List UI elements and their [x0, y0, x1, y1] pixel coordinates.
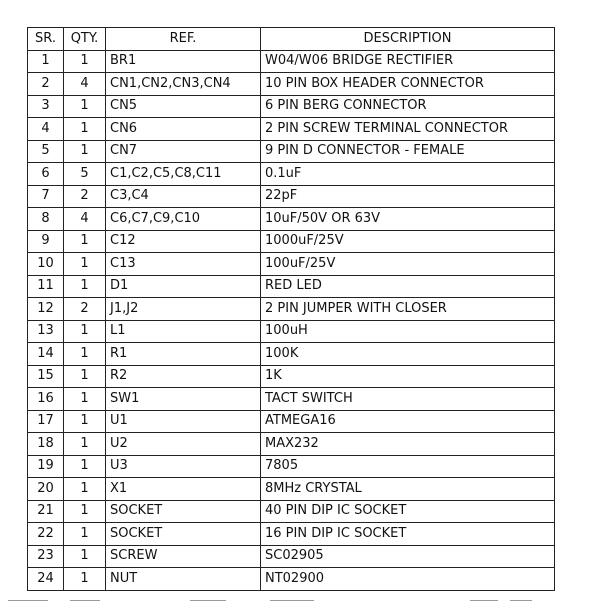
- cell-qty: 1: [64, 118, 106, 141]
- table-row: [28, 388, 555, 411]
- cell-ref: CN5: [106, 95, 261, 118]
- cell-sr: 2: [28, 73, 64, 96]
- cell-ref: CN7: [106, 140, 261, 163]
- table-row: [28, 140, 555, 163]
- cell-ref: CN6: [106, 118, 261, 141]
- cell-ref: SOCKET: [106, 500, 261, 523]
- cell-description: 0.1uF: [261, 163, 555, 186]
- cell-sr: 1: [28, 50, 64, 73]
- cell-sr: 18: [28, 433, 64, 456]
- cell-ref: CN1,CN2,CN3,CN4: [106, 73, 261, 96]
- table-row: [28, 50, 555, 73]
- cell-ref: L1: [106, 320, 261, 343]
- table-row: [28, 545, 555, 568]
- cell-description: 2 PIN SCREW TERMINAL CONNECTOR: [261, 118, 555, 141]
- cell-description: 1K: [261, 365, 555, 388]
- bill-of-materials-table: [27, 27, 555, 591]
- cell-description: TACT SWITCH: [261, 388, 555, 411]
- cell-description: 7805: [261, 455, 555, 478]
- cell-qty: 1: [64, 410, 106, 433]
- cell-ref: C13: [106, 253, 261, 276]
- cell-qty: 2: [64, 298, 106, 321]
- table-row: [28, 95, 555, 118]
- cell-description: 6 PIN BERG CONNECTOR: [261, 95, 555, 118]
- cell-sr: 4: [28, 118, 64, 141]
- cell-sr: 14: [28, 343, 64, 366]
- cell-ref: SW1: [106, 388, 261, 411]
- cell-sr: 16: [28, 388, 64, 411]
- table-row: [28, 298, 555, 321]
- cell-ref: SOCKET: [106, 523, 261, 546]
- cell-ref: NUT: [106, 568, 261, 591]
- cell-qty: 4: [64, 208, 106, 231]
- cell-sr: 3: [28, 95, 64, 118]
- table-body: [28, 50, 555, 590]
- cell-ref: C3,C4: [106, 185, 261, 208]
- cell-description: 8MHz CRYSTAL: [261, 478, 555, 501]
- cell-description: 22pF: [261, 185, 555, 208]
- cell-ref: BR1: [106, 50, 261, 73]
- cell-description: 2 PIN JUMPER WITH CLOSER: [261, 298, 555, 321]
- cell-ref: C1,C2,C5,C8,C11: [106, 163, 261, 186]
- table-row: [28, 230, 555, 253]
- cell-qty: 1: [64, 545, 106, 568]
- header-sr: SR.: [28, 28, 64, 51]
- cell-sr: 11: [28, 275, 64, 298]
- table-row: [28, 433, 555, 456]
- cell-description: SC02905: [261, 545, 555, 568]
- cell-qty: 1: [64, 50, 106, 73]
- cell-qty: 5: [64, 163, 106, 186]
- cell-description: NT02900: [261, 568, 555, 591]
- cell-ref: U2: [106, 433, 261, 456]
- cell-qty: 2: [64, 185, 106, 208]
- cell-description: W04/W06 BRIDGE RECTIFIER: [261, 50, 555, 73]
- table-row: [28, 253, 555, 276]
- cell-sr: 17: [28, 410, 64, 433]
- cell-sr: 15: [28, 365, 64, 388]
- cell-qty: 1: [64, 500, 106, 523]
- cell-description: 10uF/50V OR 63V: [261, 208, 555, 231]
- cell-description: RED LED: [261, 275, 555, 298]
- cell-qty: 1: [64, 343, 106, 366]
- cell-ref: J1,J2: [106, 298, 261, 321]
- table-row: [28, 500, 555, 523]
- cell-sr: 20: [28, 478, 64, 501]
- cell-sr: 22: [28, 523, 64, 546]
- cell-ref: R1: [106, 343, 261, 366]
- cell-description: 16 PIN DIP IC SOCKET: [261, 523, 555, 546]
- cell-description: 1000uF/25V: [261, 230, 555, 253]
- table-row: [28, 118, 555, 141]
- cell-sr: 5: [28, 140, 64, 163]
- table-row: [28, 523, 555, 546]
- cell-ref: C12: [106, 230, 261, 253]
- cell-qty: 1: [64, 275, 106, 298]
- cell-qty: 1: [64, 523, 106, 546]
- cell-sr: 12: [28, 298, 64, 321]
- cell-description: 100uH: [261, 320, 555, 343]
- cell-sr: 21: [28, 500, 64, 523]
- cell-qty: 1: [64, 140, 106, 163]
- cell-sr: 6: [28, 163, 64, 186]
- table-row: [28, 185, 555, 208]
- cell-qty: 1: [64, 388, 106, 411]
- cell-qty: 1: [64, 433, 106, 456]
- cell-description: 9 PIN D CONNECTOR - FEMALE: [261, 140, 555, 163]
- cell-sr: 19: [28, 455, 64, 478]
- table-row: [28, 275, 555, 298]
- cell-sr: 10: [28, 253, 64, 276]
- cell-ref: U3: [106, 455, 261, 478]
- table-row: [28, 455, 555, 478]
- header-description: DESCRIPTION: [261, 28, 555, 51]
- cell-qty: 1: [64, 95, 106, 118]
- cell-sr: 13: [28, 320, 64, 343]
- table-row: [28, 208, 555, 231]
- cell-qty: 1: [64, 455, 106, 478]
- cell-description: MAX232: [261, 433, 555, 456]
- table-row: [28, 163, 555, 186]
- cell-qty: 1: [64, 568, 106, 591]
- cell-ref: R2: [106, 365, 261, 388]
- cell-ref: U1: [106, 410, 261, 433]
- cell-sr: 9: [28, 230, 64, 253]
- table-row: [28, 410, 555, 433]
- cell-ref: X1: [106, 478, 261, 501]
- header-qty: QTY.: [64, 28, 106, 51]
- cell-description: 10 PIN BOX HEADER CONNECTOR: [261, 73, 555, 96]
- cell-qty: 4: [64, 73, 106, 96]
- cell-qty: 1: [64, 365, 106, 388]
- cell-qty: 1: [64, 478, 106, 501]
- table-row: [28, 73, 555, 96]
- table-row: [28, 478, 555, 501]
- cell-sr: 24: [28, 568, 64, 591]
- cropped-text-fragment: [0, 598, 608, 608]
- cell-qty: 1: [64, 230, 106, 253]
- cell-qty: 1: [64, 253, 106, 276]
- cell-description: 40 PIN DIP IC SOCKET: [261, 500, 555, 523]
- cell-description: ATMEGA16: [261, 410, 555, 433]
- cell-ref: D1: [106, 275, 261, 298]
- header-ref: REF.: [106, 28, 261, 51]
- cell-sr: 7: [28, 185, 64, 208]
- table-header-row: [28, 28, 555, 51]
- table-row: [28, 343, 555, 366]
- cell-ref: SCREW: [106, 545, 261, 568]
- table-row: [28, 320, 555, 343]
- cell-description: 100K: [261, 343, 555, 366]
- table-row: [28, 568, 555, 591]
- cell-ref: C6,C7,C9,C10: [106, 208, 261, 231]
- cell-sr: 8: [28, 208, 64, 231]
- cell-qty: 1: [64, 320, 106, 343]
- cell-description: 100uF/25V: [261, 253, 555, 276]
- cell-sr: 23: [28, 545, 64, 568]
- table-row: [28, 365, 555, 388]
